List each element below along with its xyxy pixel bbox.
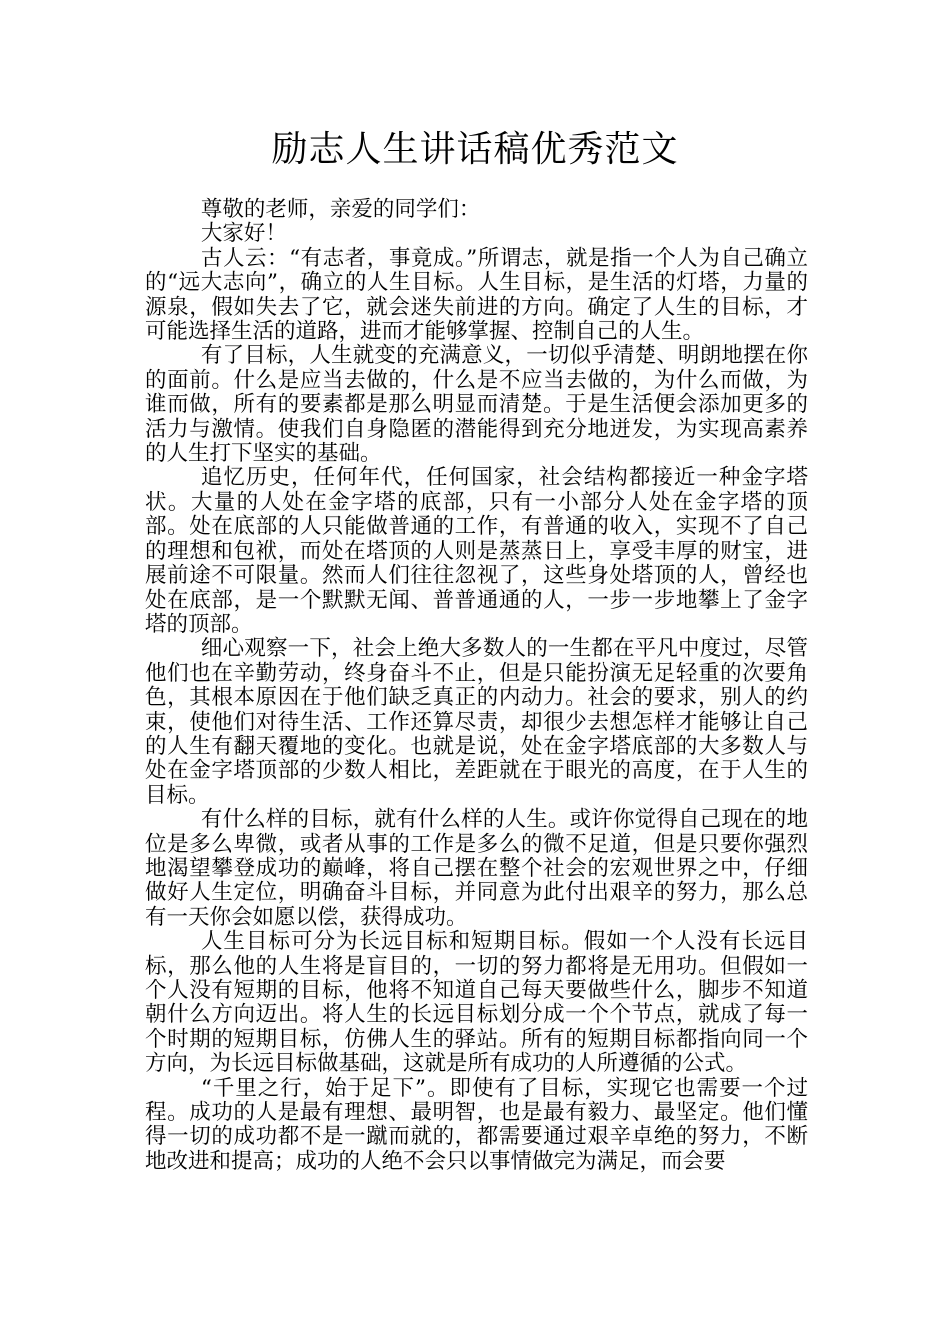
document-body [145,198,808,1174]
body-paragraph: 细心观察一下，社会上绝大多数人的一生都在平凡中度过，尽管他们也在辛勤劳动，终身奋斗不止，但是只能扮演无足轻重的次要角色，其根本原因在于他们缺乏真正的内动力。社会的要求，别人的约束，使他们对待生活、工作还算尽责，却很少去想怎样才能够让自己的人生有翻天覆地的变化。也就是说，处在金字塔底部的大多数人与处在金字塔顶部的少数人相比，差距就在于眼光的高度，在于人生的目标。 [145,636,808,808]
body-paragraph: 人生目标可分为长远目标和短期目标。假如一个人没有长远目标，那么他的人生将是盲目的，一切的努力都将是无用功。但假如一个人没有短期的目标，他将不知道自己每天要做些什么，脚步不知道朝什么方向迈出。将人生的长远目标划分成一个个节点，就成了每一个时期的短期目标，仿佛人生的驿站。所有的短期目标都指向同一个方向，为长远目标做基础，这就是所有成功的人所遵循的公式。 [145,929,808,1077]
body-paragraph: “千里之行，始于足下”。即使有了目标，实现它也需要一个过程。成功的人是最有理想、最明智，也是最有毅力、最坚定。他们懂得一切的成功都不是一蹴而就的，都需要通过艰辛卓绝的努力，不断地改进和提高；成功的人绝不会只以事情做完为满足，而会要 [145,1075,808,1174]
body-paragraph: 古人云：“有志者，事竟成。”所谓志，就是指一个人为自己确立的“远大志向”，确立的人生目标。人生目标，是生活的灯塔，力量的源泉，假如失去了它，就会迷失前进的方向。确定了人生的目标，才可能选择生活的道路，进而才能够掌握、控制自己的人生。 [145,245,808,345]
greeting: 大家好！ [200,221,287,247]
body-paragraph: 有了目标，人生就变的充满意义，一切似乎清楚、明朗地摆在你的面前。什么是应当去做的，什么是不应当去做的，为什么而做，为谁而做，所有的要素都是那么明显而清楚。于是生活便会添加更多的活力与激情。使我们自身隐匿的潜能得到充分地迸发，为实现高素养的人生打下坚实的基础。 [145,343,808,467]
salutation: 尊敬的老师，亲爱的同学们： [200,197,481,222]
body-paragraph: 有什么样的目标，就有什么样的人生。或许你觉得自己现在的地位是多么卑微，或者从事的工作是多么的微不足道，但是只要你强烈地渴望攀登成功的巅峰，将自己摆在整个社会的宏观世界之中，仔细做好人生定位，明确奋斗目标，并同意为此付出艰辛的努力，那么总有一天你会如愿以偿，获得成功。 [145,807,808,930]
document-title: 励志人生讲话稿优秀范文 [271,129,679,170]
body-paragraph: 追忆历史，任何年代，任何国家，社会结构都接近一种金字塔状。大量的人处在金字塔的底部，只有一小部分人处在金字塔的顶部。处在底部的人只能做普通的工作，有普通的收入，实现不了自己的理想和包袱，而处在塔顶的人则是蒸蒸日上，享受丰厚的财宝，进展前途不可限量。然而人们往往忽视了，这些身处塔顶的人，曾经也处在底部，是一个默默无闻、普普通通的人，一步一步地攀上了金字塔的顶部。 [145,465,808,637]
